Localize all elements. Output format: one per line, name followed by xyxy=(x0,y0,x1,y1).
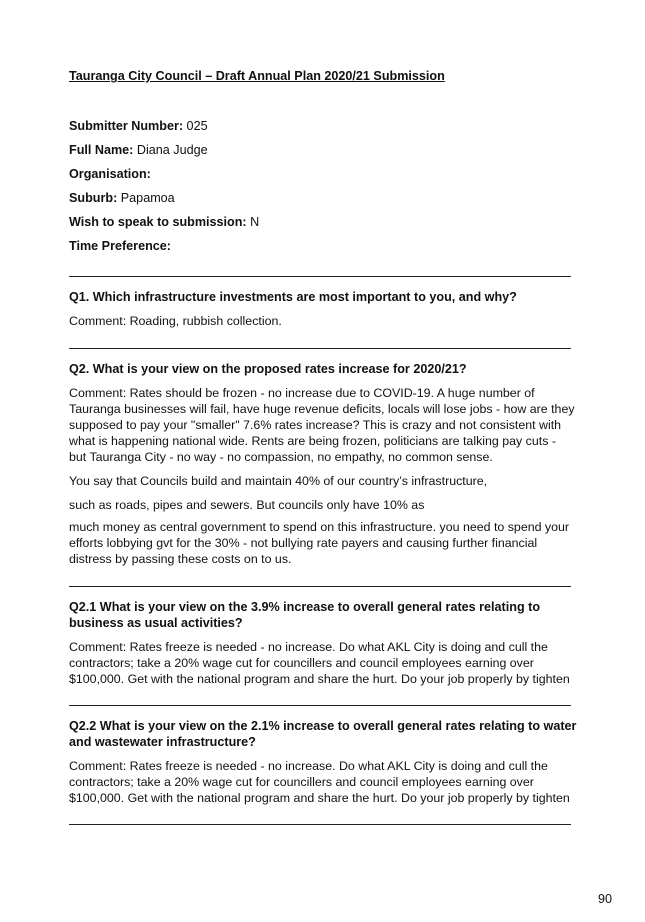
section-divider xyxy=(69,586,571,587)
comment-q2-line: but Tauranga City - no way - no compassion, no empathy, no common sense. xyxy=(69,450,493,464)
suburb-label: Suburb: xyxy=(69,191,118,205)
submitter-number-label: Submitter Number: xyxy=(69,119,184,133)
section-divider xyxy=(69,824,571,825)
comment-q2-1 xyxy=(69,639,584,687)
comment-q2-1-line: $100,000. Get with the national program and share the hurt. Do your job properly by tighten xyxy=(69,672,570,686)
comment-q2-line: You say that Councils build and maintain 40% of our country’s infrastructure, xyxy=(69,474,488,488)
section-divider xyxy=(69,705,571,706)
suburb-field xyxy=(69,191,175,205)
comment-q2-paragraph xyxy=(69,497,584,513)
question-q1 xyxy=(69,289,574,305)
wish-to-speak-value: N xyxy=(246,215,260,229)
time-preference-label: Time Preference: xyxy=(69,239,171,253)
comment-q2-line: such as roads, pipes and sewers. But councils only have 10% as xyxy=(69,498,425,512)
question-q2-text: Q2. What is your view on the proposed rates increase for 2020/21? xyxy=(69,362,467,376)
question-q2-1 xyxy=(69,599,574,631)
submitter-number-value: 025 xyxy=(183,119,208,133)
comment-q2-paragraph xyxy=(69,519,584,567)
comment-q1-line: Comment: Roading, rubbish collection. xyxy=(69,314,282,328)
comment-q2-line: much money as central government to spend on this infrastructure. you need to spend your xyxy=(69,520,570,534)
question-q2-2-text: and wastewater infrastructure? xyxy=(69,735,256,749)
question-q2-2-text: Q2.2 What is your view on the 2.1% increase to overall general rates relating to water xyxy=(69,719,577,733)
comment-q2-2-line: Comment: Rates freeze is needed - no increase. Do what AKL City is doing and cull the xyxy=(69,759,548,773)
section-divider xyxy=(69,348,571,349)
comment-q2-line: Tauranga businesses will fail, have huge revenue deficits, locals will lose jobs - how are they xyxy=(69,402,575,416)
question-q2 xyxy=(69,361,574,377)
page-number: 90 xyxy=(598,892,613,906)
wish-to-speak-field xyxy=(69,215,259,229)
comment-q2-line: Comment: Rates should be frozen - no increase due to COVID-19. A huge number of xyxy=(69,386,535,400)
comment-q2-line: efforts lobbying gvt for the 30% - not bullying rate payers and causing further financial xyxy=(69,536,538,550)
comment-q2-2-line: contractors; take a 20% wage cut for councillers and council employees earning over xyxy=(69,775,534,789)
full-name-field xyxy=(69,143,208,157)
comment-q2-line: what is happening national wide. Rents are being frozen, politicians are talking pay cuts - xyxy=(69,434,556,448)
question-q2-1-text: business as usual activities? xyxy=(69,616,243,630)
comment-q2-1-line: Comment: Rates freeze is needed - no increase. Do what AKL City is doing and cull the xyxy=(69,640,548,654)
comment-q2-1-line: contractors; take a 20% wage cut for councillers and council employees earning over xyxy=(69,656,534,670)
section-divider xyxy=(69,276,571,277)
submitter-number-field xyxy=(69,119,208,133)
suburb-value: Papamoa xyxy=(117,191,175,205)
comment-q2-2 xyxy=(69,758,584,806)
full-name-value: Diana Judge xyxy=(133,143,208,157)
comment-q1 xyxy=(69,313,584,329)
comment-q2-line: supposed to pay your "smaller" 7.6% rates increase? This is crazy and not consistent with xyxy=(69,418,562,432)
full-name-label: Full Name: xyxy=(69,143,134,157)
question-q1-text: Q1. Which infrastructure investments are most important to you, and why? xyxy=(69,290,517,304)
time-preference-field xyxy=(69,239,171,253)
comment-q2-2-line: $100,000. Get with the national program and share the hurt. Do your job properly by tighten xyxy=(69,791,570,805)
comment-q2-paragraph xyxy=(69,473,584,489)
comment-q2-line: distress by passing these costs on to us. xyxy=(69,552,292,566)
question-q2-2 xyxy=(69,718,577,750)
comment-q2 xyxy=(69,385,584,465)
organisation-field xyxy=(69,167,151,181)
organisation-label: Organisation: xyxy=(69,167,151,181)
document-title: Tauranga City Council – Draft Annual Plan 2020/21 Submission xyxy=(69,69,445,83)
question-q2-1-text: Q2.1 What is your view on the 3.9% increase to overall general rates relating to xyxy=(69,600,541,614)
wish-to-speak-label: Wish to speak to submission: xyxy=(69,215,247,229)
